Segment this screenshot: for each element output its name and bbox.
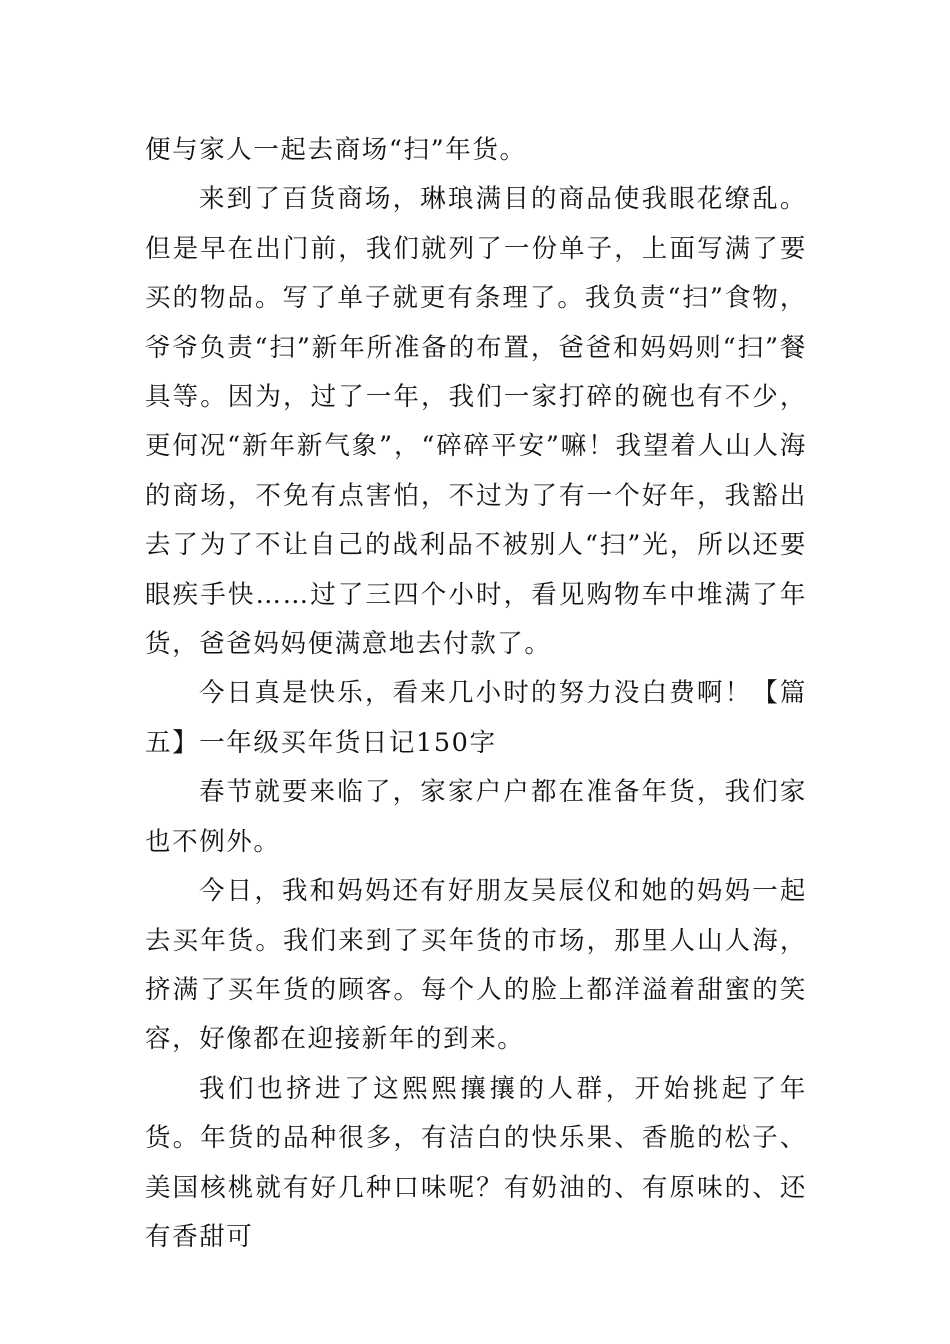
document-body [145, 126, 807, 1262]
paragraph-spring-festival: 春节就要来临了，家家户户都在准备年货，我们家也不例外。 [145, 777, 807, 857]
paragraph-continuation: 便与家人一起去商场“扫”年货。 [145, 135, 527, 165]
paragraph-happy-day: 今日真是快乐，看来几小时的努力没白费啊！【篇五】一年级买年货日记150字 [145, 678, 807, 758]
paragraph-choosing-goods: 我们也挤进了这熙熙攘攘的人群，开始挑起了年货。年货的品种很多，有洁白的快乐果、香脆的松子、美国核桃就有好几种口味呢？有奶油的、有原味的、还有香甜可 [145, 1073, 807, 1252]
paragraph-market-visit: 今日，我和妈妈还有好朋友吴辰仪和她的妈妈一起去买年货。我们来到了买年货的市场，那里人山人海，挤满了买年货的顾客。每个人的脸上都洋溢着甜蜜的笑容，好像都在迎接新年的到来。 [145, 876, 807, 1055]
paragraph-shopping-mall: 来到了百货商场，琳琅满目的商品使我眼花缭乱。但是早在出门前，我们就列了一份单子，上面写满了要买的物品。写了单子就更有条理了。我负责“扫”食物，爷爷负责“扫”新年所准备的布置，爸爸和妈妈则“扫”餐具等。因为，过了一年，我们一家打碎的碗也有不少，更何况“新年新气象”，“碎碎平安”嘛！我望着人山人海的商场，不免有点害怕，不过为了有一个好年，我豁出去了为了不让自己的战利品不被别人“扫”光，所以还要眼疾手快……过了三四个小时，看见购物车中堆满了年货，爸爸妈妈便满意地去付款了。 [145, 184, 807, 660]
